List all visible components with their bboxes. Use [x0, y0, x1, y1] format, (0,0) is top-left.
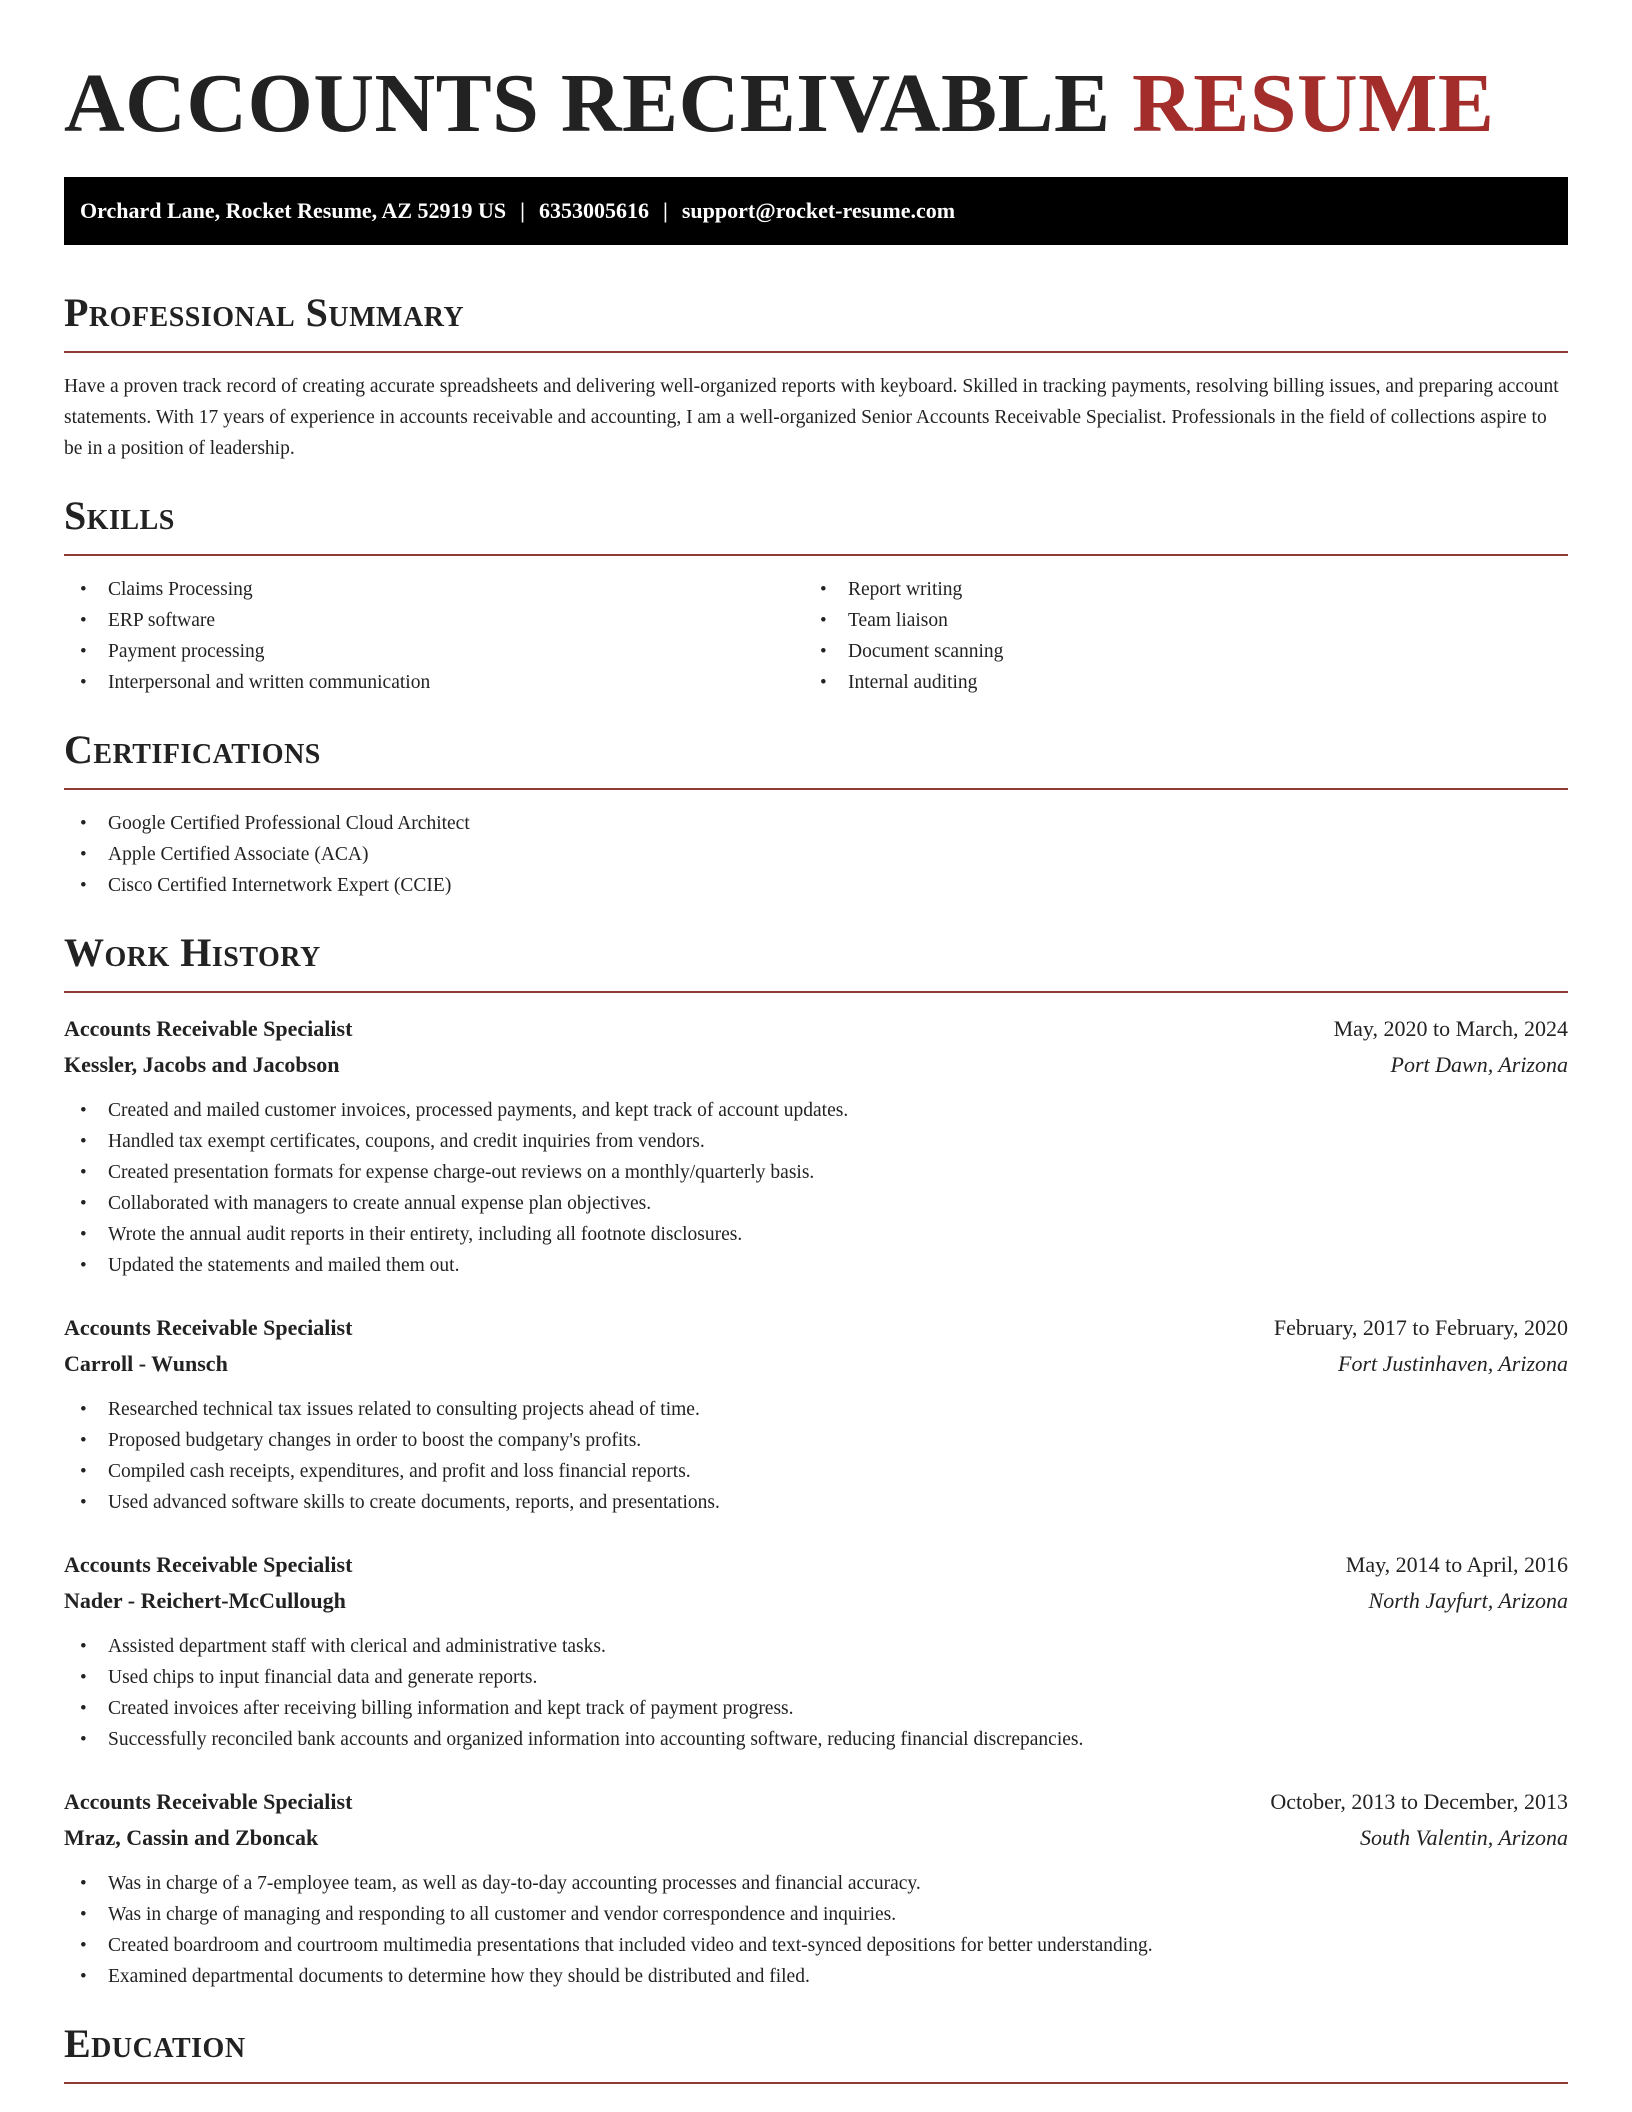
- job-title: Accounts Receivable Specialist: [64, 1315, 353, 1340]
- job-title: Accounts Receivable Specialist: [64, 1789, 353, 1814]
- certifications-list: [64, 808, 1568, 901]
- job-duty: • Was in charge of a 7-employee team, as well as day-to-day accounting processes and financial accuracy.: [64, 1868, 1568, 1899]
- job-duty: • Researched technical tax issues related to consulting projects ahead of time.: [64, 1394, 1568, 1425]
- job-duties: [64, 1868, 1568, 1992]
- job-dates: May, 2020 to March, 2024: [1333, 1016, 1568, 1041]
- section-heading: Professional Summary: [64, 290, 465, 335]
- skill-item: • Claims Processing: [64, 574, 804, 605]
- skill-item: • Document scanning: [804, 636, 1544, 667]
- job-duty: • Created and mailed customer invoices, processed payments, and kept track of account updates.: [64, 1095, 1568, 1126]
- contact-bar: [64, 177, 1568, 245]
- skill-item: • Payment processing: [64, 636, 804, 667]
- section-divider: [64, 554, 1568, 556]
- job-duty: • Created boardroom and courtroom multimedia presentations that included video and text-synced depositions for better understanding.: [64, 1930, 1568, 1961]
- job-duty: • Created invoices after receiving billing information and kept track of payment progress.: [64, 1693, 1568, 1724]
- job-duty: • Used advanced software skills to create documents, reports, and presentations.: [64, 1487, 1568, 1518]
- skills-list-left: [64, 574, 804, 698]
- job-entry: [64, 1547, 1568, 1755]
- job-location: North Jayfurt, Arizona: [1368, 1588, 1568, 1613]
- title-main: ACCOUNTS RECEIVABLE: [64, 57, 1111, 150]
- job-entry: [64, 1310, 1568, 1518]
- education-section: [64, 2020, 1568, 2084]
- resume-title: [64, 56, 1568, 152]
- contact-address: Orchard Lane, Rocket Resume, AZ 52919 US: [80, 198, 507, 223]
- summary-text: Have a proven track record of creating accurate spreadsheets and delivering well-organized reports with keyboard. Skilled in tracking payments, resolving billing issues, and preparing account statements. With 17 years of experience in accounts receivable and accounting, I am a well-organized Senior Accounts Receivable Specialist. Professionals in the field of collections aspire to be in a position of leadership.: [64, 376, 1559, 459]
- contact-separator: |: [520, 198, 526, 223]
- job-company: Kessler, Jacobs and Jacobson: [64, 1052, 340, 1077]
- work-history-section: [64, 929, 1568, 1992]
- job-duty: • Proposed budgetary changes in order to boost the company's profits.: [64, 1425, 1568, 1456]
- job-duties: [64, 1631, 1568, 1755]
- section-divider: [64, 788, 1568, 790]
- skill-item: • ERP software: [64, 605, 804, 636]
- job-title: Accounts Receivable Specialist: [64, 1016, 353, 1041]
- job-duty: • Examined departmental documents to determine how they should be distributed and filed.: [64, 1961, 1568, 1992]
- job-entry: [64, 1784, 1568, 1992]
- job-location: South Valentin, Arizona: [1360, 1825, 1568, 1850]
- job-location: Fort Justinhaven, Arizona: [1338, 1351, 1568, 1376]
- job-company: Carroll - Wunsch: [64, 1351, 228, 1376]
- job-duty: • Updated the statements and mailed them out.: [64, 1250, 1568, 1281]
- job-duty: • Was in charge of managing and responding to all customer and vendor correspondence and inquiries.: [64, 1899, 1568, 1930]
- section-heading: Skills: [64, 493, 175, 538]
- job-title: Accounts Receivable Specialist: [64, 1552, 353, 1577]
- job-duty: • Created presentation formats for expense charge-out reviews on a monthly/quarterly basis.: [64, 1157, 1568, 1188]
- job-dates: May, 2014 to April, 2016: [1345, 1552, 1568, 1577]
- job-duty: • Compiled cash receipts, expenditures, and profit and loss financial reports.: [64, 1456, 1568, 1487]
- job-duties: [64, 1394, 1568, 1518]
- certification-item: • Cisco Certified Internetwork Expert (CCIE): [64, 870, 1568, 901]
- job-entry: [64, 1011, 1568, 1281]
- section-divider: [64, 991, 1568, 993]
- contact-separator: |: [663, 198, 668, 223]
- job-duty: • Successfully reconciled bank accounts and organized information into accounting software, reducing financial discrepancies.: [64, 1724, 1568, 1755]
- job-dates: February, 2017 to February, 2020: [1273, 1315, 1568, 1340]
- certifications-section: [64, 726, 1568, 901]
- summary-section: [64, 289, 1568, 464]
- job-duty: • Used chips to input financial data and generate reports.: [64, 1662, 1568, 1693]
- section-heading: Work History: [64, 930, 321, 975]
- section-heading: Education: [64, 2021, 246, 2066]
- job-duty: • Wrote the annual audit reports in their entirety, including all footnote disclosures.: [64, 1219, 1568, 1250]
- skills-section: [64, 492, 1568, 698]
- skill-item: • Report writing: [804, 574, 1544, 605]
- job-duty: • Handled tax exempt certificates, coupons, and credit inquiries from vendors.: [64, 1126, 1568, 1157]
- certification-item: • Apple Certified Associate (ACA): [64, 839, 1568, 870]
- job-dates: October, 2013 to December, 2013: [1270, 1789, 1568, 1814]
- section-divider: [64, 351, 1568, 353]
- contact-phone: 6353005616: [539, 198, 650, 223]
- title-accent: RESUME: [1132, 57, 1495, 150]
- section-heading: Certifications: [64, 727, 321, 772]
- skill-item: • Internal auditing: [804, 667, 1544, 698]
- job-company: Mraz, Cassin and Zboncak: [64, 1825, 319, 1850]
- job-location: Port Dawn, Arizona: [1390, 1052, 1568, 1077]
- job-company: Nader - Reichert-McCullough: [64, 1588, 346, 1613]
- contact-email: support@rocket-resume.com: [681, 198, 956, 223]
- job-duty: • Collaborated with managers to create annual expense plan objectives.: [64, 1188, 1568, 1219]
- skill-item: • Interpersonal and written communication: [64, 667, 804, 698]
- job-duty: • Assisted department staff with clerical and administrative tasks.: [64, 1631, 1568, 1662]
- resume-page: [64, 0, 1568, 2084]
- section-divider: [64, 2082, 1568, 2084]
- skill-item: • Team liaison: [804, 605, 1544, 636]
- certification-item: • Google Certified Professional Cloud Architect: [64, 808, 1568, 839]
- job-duties: [64, 1095, 1568, 1281]
- skills-list-right: [804, 574, 1544, 698]
